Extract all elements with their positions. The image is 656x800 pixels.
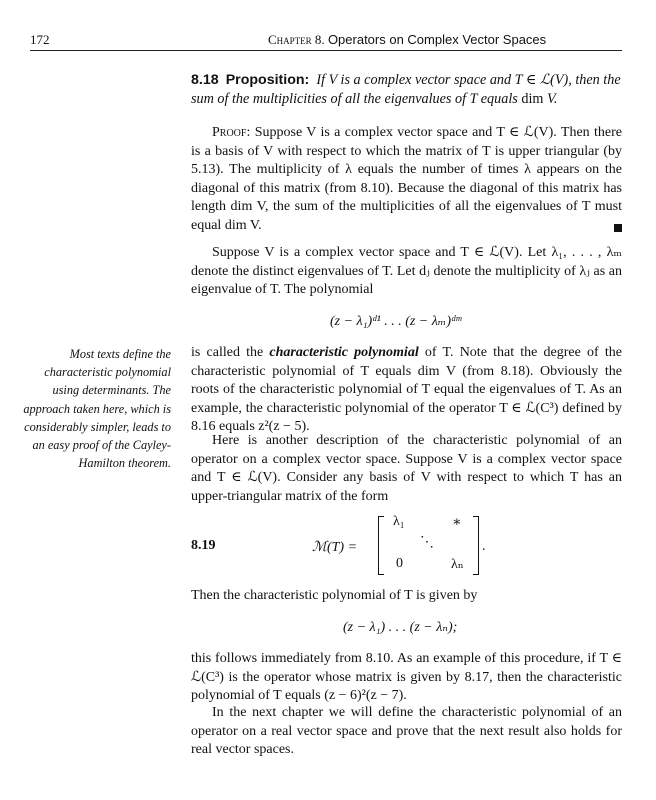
p3-prefix: is called the	[191, 345, 270, 360]
characteristic-polynomial-display: (z − λ₁)ᵈ¹ . . . (z − λₘ)ᵈᵐ	[330, 314, 462, 329]
characteristic-polynomial-product-display: (z − λ₁) . . . (z − λₙ);	[343, 620, 458, 635]
proof-text: Suppose V is a complex vector space and T ∈ ℒ(V). Then there is a basis of V with respect to which the matrix of T is upper triangular (by 5.13). The multiplicity of λ equals the number of times λ appears on the diagonal of this matrix (from 8.10). Because the diagonal of this matrix has length dim V, the sum of the multiplicities of all the eigenvalues of T must equal dim V.	[191, 125, 622, 233]
matrix-left-bracket	[378, 516, 384, 575]
p3-rest: of T. Note that the degree of the characteristic polynomial of T equals dim V (from 8.18). Obviously the roots of the characteristic polynomial of T equal the eigenvalues of T. As an example, the characteristic polynomial of the operator T ∈ ℒ(C³) defined by 8.16 equals z²(z − 5).	[191, 345, 622, 434]
proof-label: Proof:	[212, 125, 251, 140]
proposition-dim: dim	[521, 90, 544, 107]
page-number: 172	[30, 32, 50, 47]
paragraph-another-description: Here is another description of the characteristic polynomial of an operator on a complex vector space. Suppose V is a complex vector space and T ∈ ℒ(V). Consider any basis of V with respect to which T has an upper-triangular matrix of the form	[191, 433, 622, 504]
matrix-entry-dots: ⋱	[420, 535, 434, 550]
matrix-right-bracket	[473, 516, 479, 575]
chapter-label: Chapter 8.	[268, 32, 325, 47]
matrix-entry-lambda-n: λₙ	[451, 557, 464, 572]
paragraph-distinct-eigenvalues: Suppose V is a complex vector space and T ∈ ℒ(V). Let λ₁, . . . , λₘ denote the distinct eigenvalues of T. Let dⱼ denote the multiplicity of λⱼ as an eigenvalue of T. The polynomial	[191, 245, 622, 297]
header-rule	[30, 50, 622, 51]
paragraph-example-procedure: this follows immediately from 8.10. As an example of this procedure, if T ∈ ℒ(C³) is the operator whose matrix is given by 8.17, then the characteristic polynomial of T equals (z − 6)²(z − 7).	[191, 651, 622, 703]
matrix-entry-zero: 0	[396, 556, 403, 571]
running-head	[268, 32, 546, 48]
matrix-lhs: ℳ(T) =	[312, 540, 358, 555]
defined-term-characteristic-polynomial: characteristic polynomial	[269, 345, 419, 360]
proposition-statement-end: V.	[543, 90, 558, 107]
paragraph-next-chapter: In the next chapter we will define the characteristic polynomial of an operator on a real vector space and prove that the next result also holds for real vector spaces.	[191, 705, 622, 757]
paragraph-characteristic-polynomial-definition	[191, 344, 622, 437]
proposition-statement: If V is a complex vector space and T ∈ ℒ(V), then the sum of the multiplicities of all the eigenvalues of T equals	[191, 72, 621, 107]
proposition-number: 8.18	[191, 72, 219, 88]
matrix-entry-star: ∗	[452, 515, 462, 530]
equation-number: 8.19	[191, 538, 216, 553]
matrix-period: .	[482, 539, 486, 554]
paragraph-then-given-by: Then the characteristic polynomial of T is given by	[191, 588, 478, 603]
chapter-title: Operators on Complex Vector Spaces	[327, 32, 547, 47]
matrix-entry-lambda-1: λ₁	[393, 514, 405, 529]
margin-note: Most texts define the characteristic polynomial using determinants. The approach taken here, which is considerably simpler, leads to an easy proof of the Cayley-Hamilton theorem.	[23, 347, 171, 471]
proposition-label: Proposition:	[225, 72, 310, 88]
proof-paragraph	[191, 124, 622, 235]
proposition-8-18	[191, 71, 622, 108]
qed-square	[614, 224, 622, 232]
